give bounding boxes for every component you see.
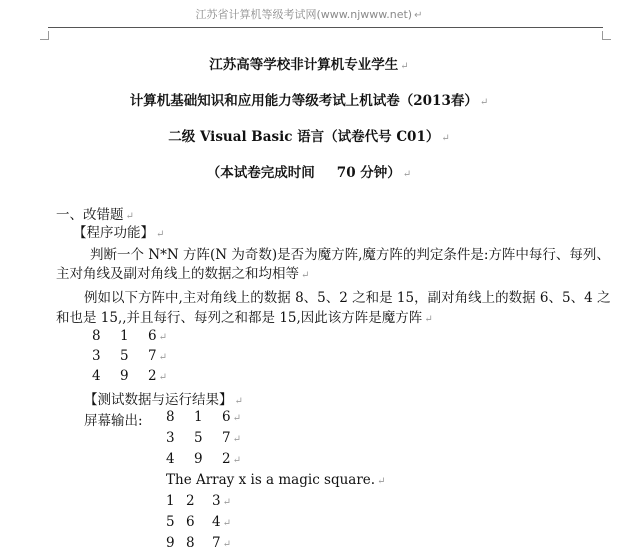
paragraph-mark-icon: ↵	[232, 455, 241, 466]
paragraph-mark-icon: ↵	[156, 229, 165, 240]
paragraph-mark-icon: ↵	[441, 133, 450, 144]
title-line-4: （本试卷完成时间 70 分钟） ↵	[206, 165, 412, 181]
matrix-row: 4 9 2 ↵	[166, 451, 241, 467]
paragraph-mark-icon: ↵	[377, 476, 386, 487]
paragraph-mark-icon: ↵	[158, 352, 167, 363]
paragraph-mark-icon: ↵	[125, 211, 134, 222]
matrix-row: 8 1 6 ↵	[166, 409, 241, 425]
paragraph-mark-icon: ↵	[301, 270, 310, 281]
paragraph-mark-icon: ↵	[234, 396, 243, 407]
paragraph-mark-icon: ↵	[402, 169, 412, 180]
description-line-1: 判断一个 N*N 方阵(N 为奇数)是否为魔方阵,魔方阵的判定条件是:方阵中每行、每列、	[90, 247, 610, 263]
matrix-row: 5 6 4 ↵	[166, 514, 231, 530]
header-site-text: 江苏省计算机等级考试网(www.njwww.net)	[195, 8, 413, 21]
section-heading: 一、改错题 ↵	[56, 207, 134, 223]
margin-corner-right-icon	[602, 31, 611, 40]
test-data-label: 【测试数据与运行结果】 ↵	[84, 392, 243, 408]
example-line-1: 例如以下方阵中,主对角线上的数据 8、5、2 之和是 15，副对角线上的数据 6、5、4 之	[84, 290, 611, 306]
description-line-2: 主对角线及副对角线上的数据之和均相等 ↵	[56, 266, 310, 282]
paragraph-mark-icon: ↵	[222, 518, 231, 529]
paragraph-mark-icon: ↵	[414, 10, 423, 21]
paragraph-mark-icon: ↵	[400, 61, 409, 72]
screen-output-label: 屏幕输出:	[84, 413, 143, 429]
matrix-row: 3 5 7 ↵	[92, 348, 167, 364]
title-line-1: 江苏高等学校非计算机专业学生 ↵	[209, 57, 409, 73]
paragraph-mark-icon: ↵	[424, 314, 433, 325]
paragraph-mark-icon: ↵	[158, 332, 167, 343]
matrix-row: 9 8 7 ↵	[166, 535, 231, 551]
example-line-2: 和也是 15,,并且每行、每列之和都是 15,因此该方阵是魔方阵 ↵	[56, 310, 433, 326]
header-divider	[48, 27, 603, 28]
paragraph-mark-icon: ↵	[158, 372, 167, 383]
paragraph-mark-icon: ↵	[232, 413, 241, 424]
paragraph-mark-icon: ↵	[222, 539, 231, 550]
margin-corner-left-icon	[40, 31, 49, 40]
matrix-row: 1 2 3 ↵	[166, 493, 231, 509]
paragraph-mark-icon: ↵	[479, 97, 489, 108]
program-function-label: 【程序功能】 ↵	[73, 225, 165, 241]
matrix-row: 4 9 2 ↵	[92, 368, 167, 384]
matrix-row: 3 5 7 ↵	[166, 430, 241, 446]
title-line-2: 计算机基础知识和应用能力等级考试上机试卷（2013春） ↵	[129, 93, 489, 109]
output-message: The Array x is a magic square. ↵	[166, 472, 386, 488]
paragraph-mark-icon: ↵	[222, 497, 231, 508]
matrix-row: 8 1 6 ↵	[92, 328, 167, 344]
title-line-3: 二级 Visual Basic 语言（试卷代号 C01） ↵	[168, 129, 450, 145]
paragraph-mark-icon: ↵	[232, 434, 241, 445]
